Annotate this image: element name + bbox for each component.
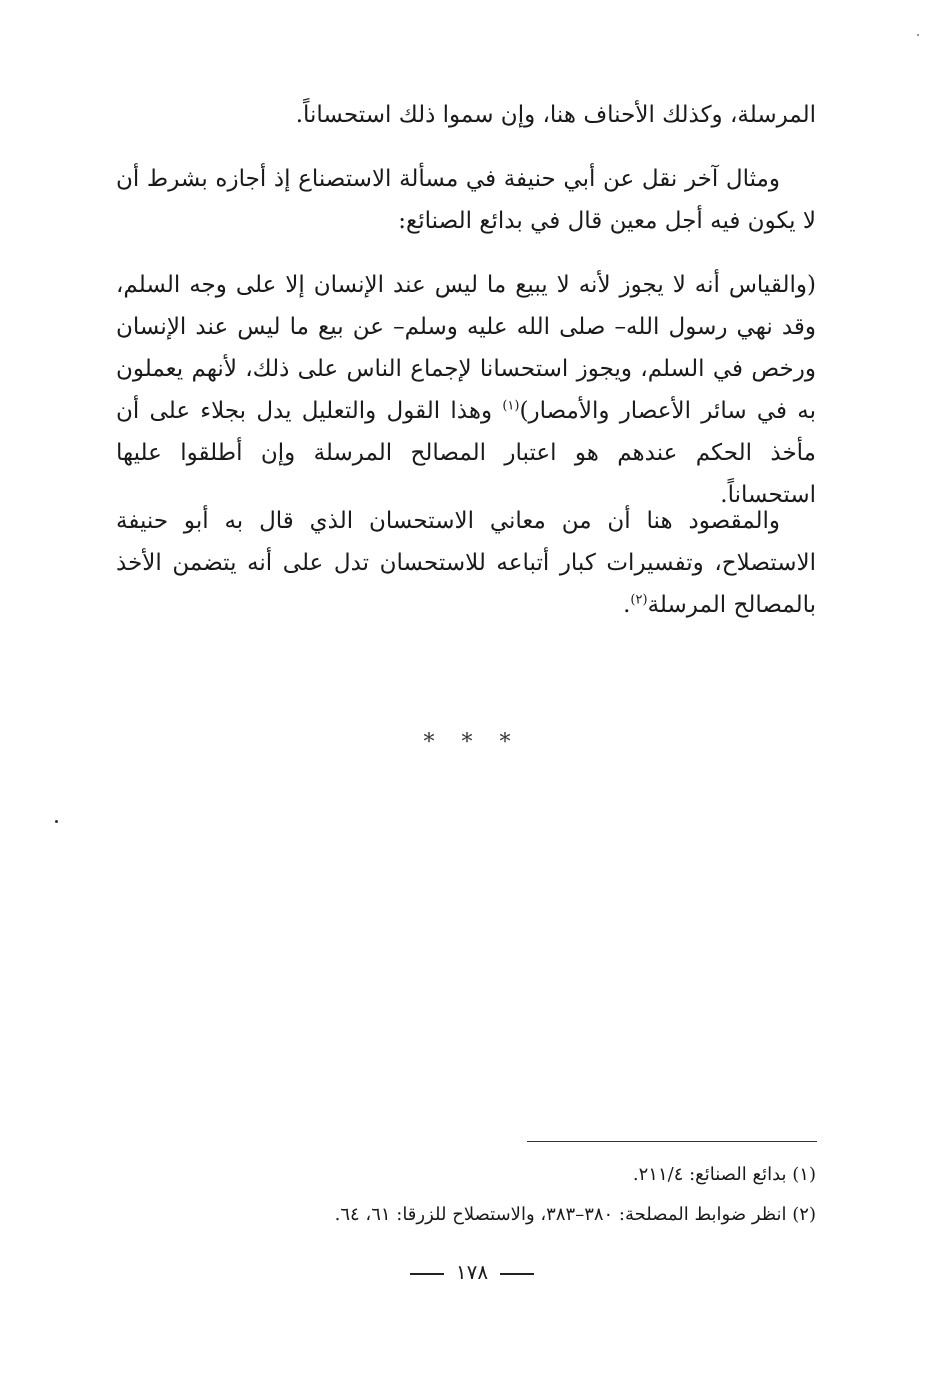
page-number (0, 1260, 944, 1284)
quote-commentary: وهذا القول والتعليل يدل بجلاء على أن مأخذ الحكم عندهم هو اعتبار المصالح المرسلة وإن أطلقوا عليها استحساناً. (116, 398, 816, 508)
paragraph-4-text: والمقصود هنا أن من معاني الاستحسان الذي قال به أبو حنيفة الاستصلاح، وتفسيرات كبار أتباعه للاستحسان تدل على أنه يتضمن الأخذ بالمصالح المرسلة (116, 508, 816, 618)
footnotes (116, 1155, 816, 1235)
page-number-dash (500, 1273, 534, 1275)
paragraph-1 (116, 94, 816, 136)
paragraph-2 (116, 158, 816, 242)
section-separator: * * * (423, 730, 521, 755)
footnote-ref-2[interactable]: (٢) (630, 592, 648, 608)
scan-speck (55, 820, 58, 823)
page-number-dash (410, 1273, 444, 1275)
paragraph-3-body (116, 264, 816, 516)
paragraph-2-text: ومثال آخر نقل عن أبي حنيفة في مسألة الاستصناع إذ أجازه بشرط أن لا يكون فيه أجل معين قال في بدائع الصنائع: (116, 166, 816, 234)
paragraph-4-end: . (623, 592, 631, 618)
footnote-divider (527, 1141, 817, 1142)
quote-text: (والقياس أنه لا يجوز لأنه لا يبيع ما ليس عند الإنسان إلا على وجه السلم، وقد نهي رسول الله– صلى الله عليه وسلم– عن بيع ما ليس عند الإنسان ورخص في السلم، ويجوز استحسانا لإجماع الناس على ذلك، لأنهم يعملون به في سائر الأعصار والأمصار) (116, 272, 816, 424)
paragraph-3-quotation (116, 264, 816, 516)
paragraph-1-text: المرسلة، وكذلك الأحناف هنا، وإن سموا ذلك استحساناً. (295, 102, 816, 128)
paragraph-4 (116, 500, 816, 626)
footnote-ref-1[interactable]: (١) (502, 398, 520, 414)
paragraph-4-body (116, 500, 816, 626)
footnote-2: (٢) انظر ضوابط المصلحة: ٣٨٠–٣٨٣، والاستصلاح للزرقا: ٦١، ٦٤. (334, 1204, 816, 1225)
page-number-value: ١٧٨ (455, 1260, 489, 1284)
footnote-1: (١) بدائع الصنائع: ٢١١/٤. (632, 1164, 816, 1185)
scan-speck (917, 34, 919, 36)
